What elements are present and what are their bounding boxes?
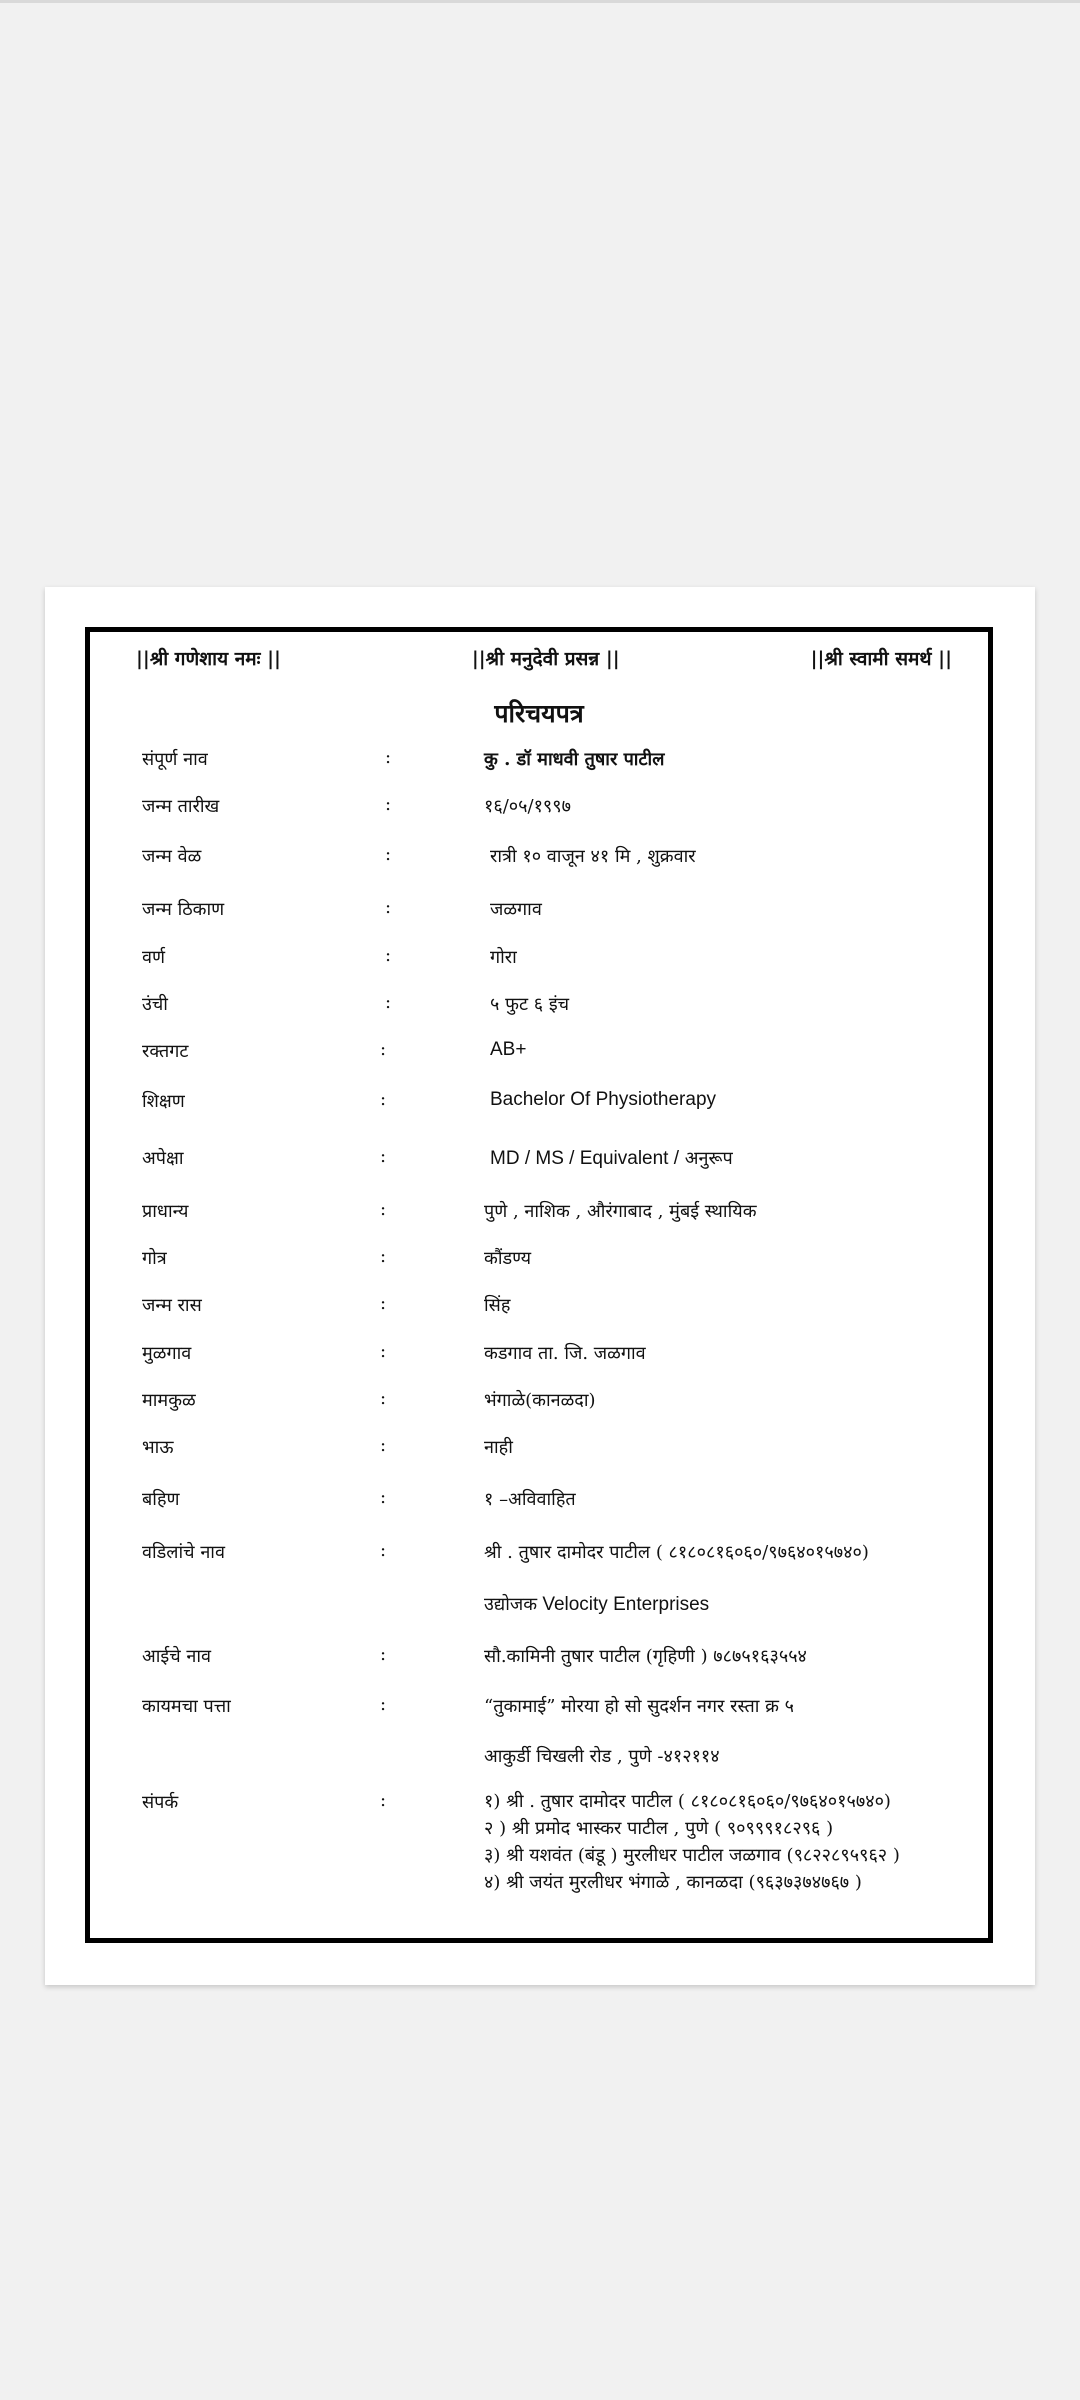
colon: : bbox=[385, 897, 392, 918]
value-brother: नाही bbox=[484, 1437, 513, 1458]
blessing-ganesh: ||श्री गणेशाय नमः || bbox=[136, 648, 281, 670]
value-gotra: कौंडण्य bbox=[484, 1248, 532, 1269]
label-birth-place: जन्म ठिकाण bbox=[142, 899, 225, 920]
colon: : bbox=[380, 1694, 387, 1715]
contact-list bbox=[484, 1788, 900, 1896]
value-native-place: कडगाव ता. जि. जळगाव bbox=[484, 1343, 646, 1364]
label-full-name: संपूर्ण नाव bbox=[142, 749, 208, 770]
colon: : bbox=[380, 1089, 387, 1110]
label-height: उंची bbox=[142, 994, 168, 1015]
blessing-swami: ||श्री स्वामी समर्थ || bbox=[810, 648, 952, 670]
value-dob: १६/०५/१९९७ bbox=[484, 796, 572, 817]
colon: : bbox=[380, 1293, 387, 1314]
value-mamkul: भंगाळे(कानळदा) bbox=[484, 1390, 596, 1411]
blessings-header bbox=[136, 643, 952, 673]
label-mamkul: मामकुळ bbox=[142, 1390, 196, 1411]
label-expectation: अपेक्षा bbox=[142, 1148, 184, 1169]
contact-line: ३) श्री यशवंत (बंडू ) मुरलीधर पाटील जळगाव (९८२२८९५९६२ ) bbox=[484, 1845, 900, 1866]
value-education: Bachelor Of Physiotherapy bbox=[490, 1089, 717, 1110]
colon: : bbox=[380, 1540, 387, 1561]
value-blood-group: AB+ bbox=[490, 1039, 527, 1060]
label-preference: प्राधान्य bbox=[142, 1201, 189, 1222]
value-rashi: सिंह bbox=[484, 1295, 511, 1316]
label-father: वडिलांचे नाव bbox=[142, 1542, 225, 1563]
label-blood-group: रक्तगट bbox=[142, 1041, 189, 1062]
colon: : bbox=[385, 945, 392, 966]
value-expectation bbox=[490, 1146, 733, 1170]
colon: : bbox=[380, 1487, 387, 1508]
value-birth-place: जळगाव bbox=[490, 899, 542, 920]
label-native-place: मुळगाव bbox=[142, 1343, 192, 1364]
value-mother: सौ.कामिनी तुषार पाटील (गृहिणी ) ७८७५१६३५५४ bbox=[484, 1646, 807, 1667]
colon: : bbox=[380, 1199, 387, 1220]
label-contact: संपर्क bbox=[142, 1792, 179, 1813]
value-birth-time: रात्री १० वाजून ४१ मि , शुक्रवार bbox=[490, 846, 696, 867]
label-education: शिक्षण bbox=[142, 1091, 185, 1112]
document-border bbox=[85, 627, 993, 1943]
label-mother: आईचे नाव bbox=[142, 1646, 212, 1667]
colon: : bbox=[380, 1644, 387, 1665]
contact-line: ४) श्री जयंत मुरलीधर भंगाळे , कानळदा (९६३७३७४७६७ ) bbox=[484, 1872, 862, 1893]
company-name: Velocity Enterprises bbox=[537, 1594, 710, 1615]
colon: : bbox=[380, 1790, 387, 1811]
colon: : bbox=[385, 844, 392, 865]
colon: : bbox=[385, 747, 392, 768]
label-dob: जन्म तारीख bbox=[142, 796, 220, 817]
colon: : bbox=[380, 1246, 387, 1267]
value-height: ५ फुट ६ इंच bbox=[490, 994, 570, 1015]
value-sister: १ –अविवाहित bbox=[484, 1489, 576, 1510]
label-sister: बहिण bbox=[142, 1489, 180, 1510]
blessing-manudevi: ||श्री मनुदेवी प्रसन्न || bbox=[471, 648, 620, 670]
label-complexion: वर्ण bbox=[142, 947, 166, 968]
value-address-line1: “तुकामाई” मोरया हो सो सुदर्शन नगर रस्ता क्र ५ bbox=[484, 1696, 795, 1717]
colon: : bbox=[385, 794, 392, 815]
label-birth-time: जन्म वेळ bbox=[142, 846, 202, 867]
value-full-name: कु . डॉ माधवी तुषार पाटील bbox=[484, 749, 665, 770]
expectation-text: MD / MS / Equivalent / bbox=[490, 1148, 680, 1169]
value-father: श्री . तुषार दामोदर पाटील ( ८१८०८१६०६०/९७६४०१५७४०) bbox=[484, 1542, 869, 1563]
contact-line: १) श्री . तुषार दामोदर पाटील ( ८१८०८१६०६०/९७६४०१५७४०) bbox=[484, 1791, 891, 1812]
contact-line: २ ) श्री प्रमोद भास्कर पाटील , पुणे ( ९०९९९१८२९६ ) bbox=[484, 1818, 834, 1839]
colon: : bbox=[380, 1146, 387, 1167]
occupation-prefix: उद्योजक bbox=[484, 1594, 538, 1615]
colon: : bbox=[380, 1388, 387, 1409]
colon: : bbox=[380, 1039, 387, 1060]
colon: : bbox=[380, 1435, 387, 1456]
document-page bbox=[45, 587, 1035, 1985]
value-address-line2: आकुर्डी चिखली रोड , पुणे -४१२११४ bbox=[484, 1746, 720, 1767]
document-title: परिचयपत्र bbox=[494, 699, 584, 728]
value-complexion: गोरा bbox=[490, 947, 517, 968]
label-address: कायमचा पत्ता bbox=[142, 1696, 231, 1717]
label-gotra: गोत्र bbox=[142, 1248, 167, 1269]
label-rashi: जन्म रास bbox=[142, 1295, 202, 1316]
value-preference: पुणे , नाशिक , औरंगाबाद , मुंबई स्थायिक bbox=[484, 1201, 757, 1222]
colon: : bbox=[380, 1341, 387, 1362]
label-brother: भाऊ bbox=[142, 1437, 174, 1458]
top-divider bbox=[0, 0, 1080, 3]
expectation-suffix: अनुरूप bbox=[679, 1148, 733, 1169]
value-father-occupation bbox=[484, 1592, 709, 1616]
colon: : bbox=[385, 992, 392, 1013]
